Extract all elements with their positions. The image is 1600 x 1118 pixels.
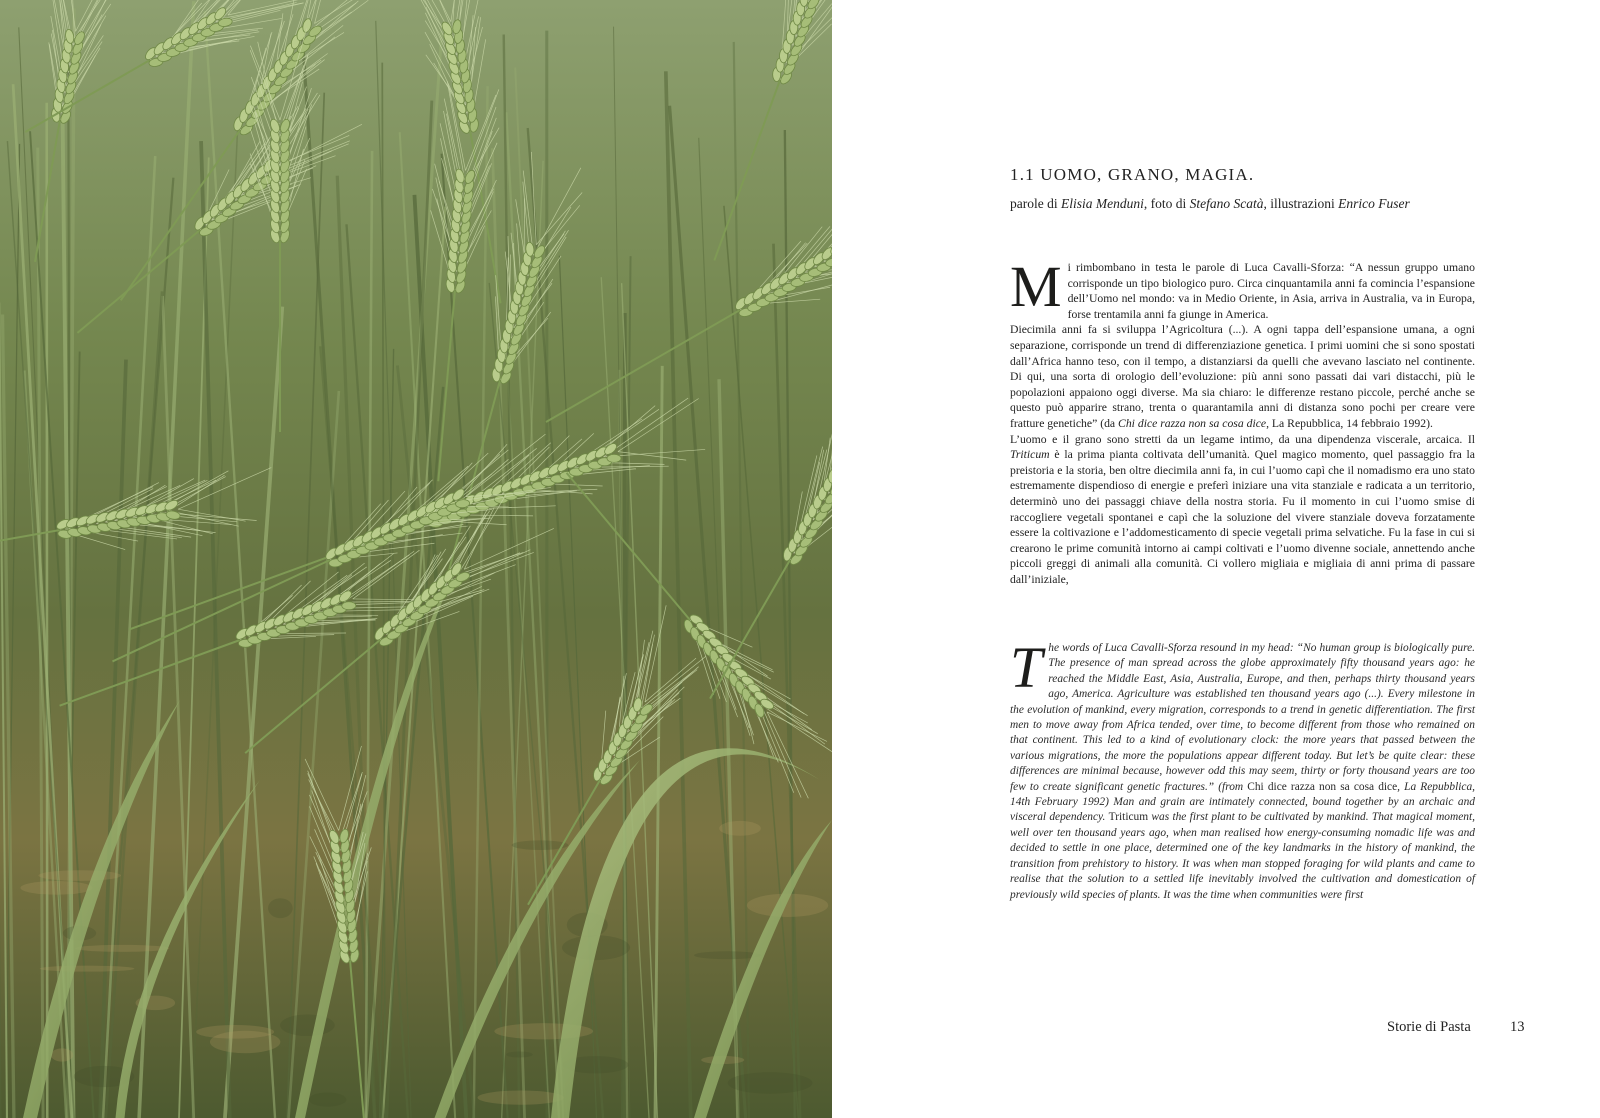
straw-patch (694, 951, 761, 959)
italian-p2-text-b: , La Repubblica, 14 febbraio 1992). (1266, 416, 1433, 430)
italian-paragraph-2 (1010, 322, 1475, 431)
italian-drop-cap: M (1010, 254, 1062, 319)
english-p1-text-a: he words of Luca Cavalli-Sforza resound in my head: “No human group is biologically pure. The presence of man spread across the globe approximately fifty thousand years ago: he reached the Middle East, Asia, Australia, Europe, and then, perhaps thirty thousand years ago, America. Agriculture was established ten thousand years ago (...). Every milestone in the evolution of mankind, every migration, corresponds to a trend in genetic differentiation. The first men to move away from Africa tended, over time, to become different from those who remained on that continent. This led to a kind of evolutionary clock: the more years that passed between the various migrations, the more the populations appear different today. But let’s be quite clear: these differences are minimal because, however odd this may seem, thirty or forty thousand years are too few to create significant genetic fractures.” (from (1010, 642, 1475, 793)
italian-paragraph-1 (1010, 254, 1475, 322)
english-p1-source: Chi dice razza non sa cosa dice (1247, 780, 1398, 793)
straw-patch (75, 945, 169, 952)
english-p1-text-b: , La Repubblica, 14th February 1992) Man and grain are intimately connected, bound together by an archaic and visceral dependency. (1010, 780, 1475, 824)
straw-patch (20, 881, 92, 895)
page-number: 13 (1510, 1019, 1525, 1035)
background-stalk (47, 103, 48, 1118)
article-title: 1.1 UOMO, GRANO, MAGIA. (1010, 165, 1255, 184)
byline-photo-prefix: , foto di (1143, 196, 1187, 211)
straw-patch (51, 1048, 73, 1061)
italian-p2-source: Chi dice razza non sa cosa dice (1118, 416, 1267, 430)
byline-author: Elisia Menduni (1060, 196, 1144, 211)
straw-patch (38, 870, 121, 881)
english-p1-text-c: was the first plant to be cultivated by mankind. That magical moment, well over ten thousand years ago, when man realised how energy-consuming nomadic life was and decided to settle in one place, determined one of the key landmarks in the history of mankind, the transition from prehistory to history. It was when man stopped foraging for wild plants and came to realise that the solution to a settled life inevitably involved the cultivation and domestication of previously wild species of plants. It was the time when communities were first (1010, 811, 1475, 901)
straw-patch (40, 966, 135, 972)
straw-patch (268, 898, 293, 918)
straw-patch (196, 1025, 274, 1039)
running-title: Storie di Pasta (1387, 1019, 1471, 1035)
italian-p3-text-a: L’uomo e il grano sono stretti da un legame intimo, da una dipendenza viscerale, arcaica. Il (1010, 432, 1475, 446)
english-p1-term: Triticum (1108, 811, 1149, 824)
straw-patch (309, 1092, 347, 1106)
italian-p3-term: Triticum (1010, 448, 1050, 462)
byline-illustrator: Enrico Fuser (1338, 196, 1410, 211)
italian-body-text (1010, 254, 1475, 587)
byline (1010, 196, 1410, 212)
straw-patch (728, 1072, 813, 1094)
straw-patch (719, 821, 761, 836)
byline-illustrations-prefix: , illustrazioni (1263, 196, 1335, 211)
straw-patch (506, 1051, 532, 1057)
byline-words-prefix: parole di (1010, 196, 1058, 211)
english-drop-cap: T (1010, 635, 1043, 700)
italian-p2-text-a: Diecimila anni fa si sviluppa l’Agricoltura (...). A ogni tappa dell’espansione umana, a ogni separazione, corrisponde un trend di differenziazione genetica. I primi uomini che si sono spostati dall’Africa hanno teso, con il tempo, a distanziarsi da quelli che avevano lasciato nel continente. Di qui, una sorta di orologio dell’evoluzione: più anni sono passati dai vari distacchi, più le popolazioni appaiono oggi diverse. Ma sia chiaro: le differenze restano piccole, perché anche se questo può apparire strano, trenta o quarantamila anni di distanza sono pochi per creare vere fratture genetiche” (da (1010, 323, 1475, 430)
italian-paragraph-3 (1010, 432, 1475, 588)
italian-p3-text-b: è la prima pianta coltivata dell’umanità. Quel magico momento, quel passaggio fra la preistoria e la storia, ben oltre diecimila anni fa, in cui l’uomo capì che il nomadismo era uno stato estremamente dispendioso di energie e preferì iniziare una vita stanziale e radicata a un territorio, determinò uno dei passaggi chiave della nostra storia. Fu il momento in cui l’uomo smise di raccogliere vegetali spontanei e capì che la soluzione del vivere stanziale doveva forzatamente essere la coltivazione e l’addomesticamento di specie vegetali prima selvatiche. Fu la fase in cui si crearono le prime comunità intorno ai campi coltivati e l’uomo divenne sociale, annettendo anche piccoli greggi di animali alla comunità. Ci vollero migliaia e migliaia di anni prima di passare dall’iniziale, (1010, 448, 1475, 586)
article-page (832, 0, 1600, 1118)
italian-p1-text: i rimbombano in testa le parole di Luca Cavalli-Sforza: “A nessun gruppo umano corrisponde un tipo biologico puro. Circa cinquantamila anni fa comincia l’espansione dell’Uomo nel mondo: va in Medio Oriente, in Asia, arriva in Australia, va in Europa, forse trentamila anni fa giunge in America. (1067, 261, 1475, 321)
straw-patch (478, 1090, 564, 1104)
english-paragraph-1 (1010, 635, 1475, 903)
byline-photographer: Stefano Scatà (1189, 196, 1264, 211)
english-body-text (1010, 635, 1475, 903)
